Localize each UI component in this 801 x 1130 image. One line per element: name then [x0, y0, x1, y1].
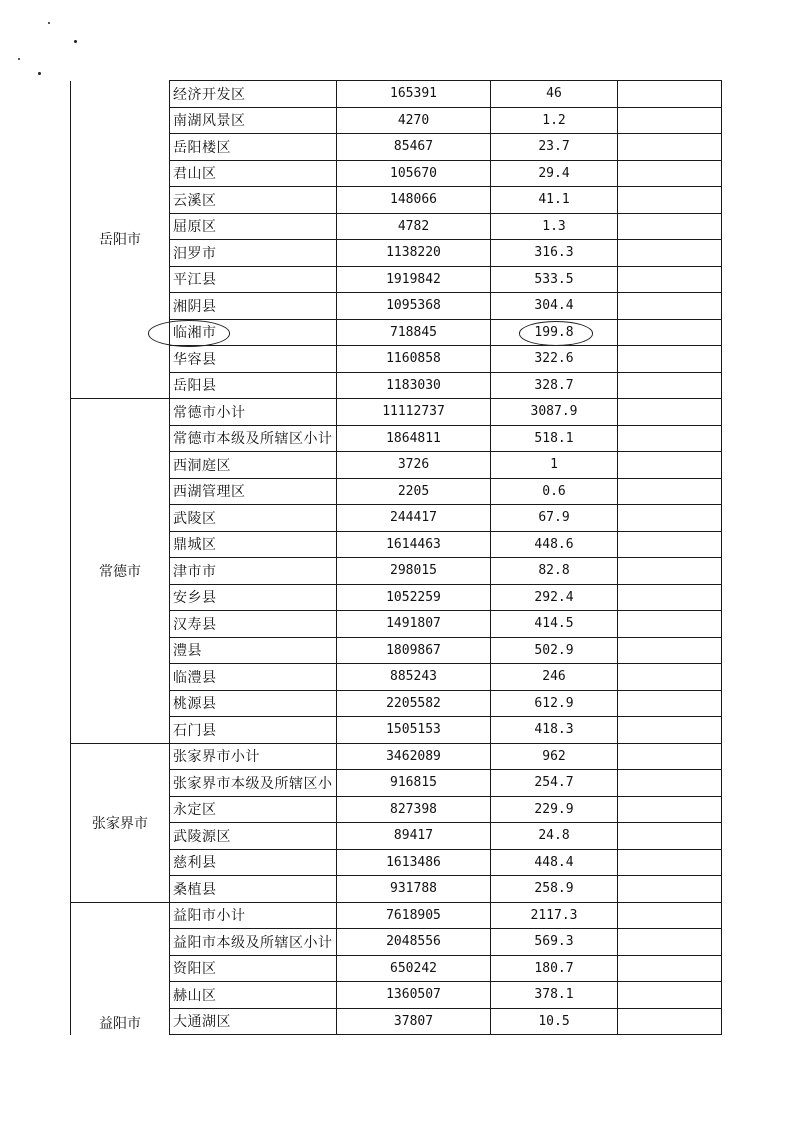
empty-cell — [618, 425, 722, 452]
area-name-cell: 大通湖区 — [170, 1008, 337, 1035]
area-name-cell: 慈利县 — [170, 849, 337, 876]
area-name-cell: 桃源县 — [170, 690, 337, 717]
area-name-cell: 石门县 — [170, 717, 337, 744]
area-name-cell: 屈原区 — [170, 213, 337, 240]
value-cell: 246 — [491, 664, 618, 691]
population-cell: 650242 — [337, 955, 491, 982]
area-name-cell: 武陵区 — [170, 505, 337, 532]
scan-speck — [48, 22, 50, 24]
value-cell: 414.5 — [491, 611, 618, 638]
population-cell: 2048556 — [337, 929, 491, 956]
population-cell: 1160858 — [337, 346, 491, 373]
population-cell: 1505153 — [337, 717, 491, 744]
area-name-cell: 平江县 — [170, 266, 337, 293]
table-row — [71, 399, 722, 426]
population-cell: 4270 — [337, 107, 491, 134]
population-cell: 105670 — [337, 160, 491, 187]
empty-cell — [618, 1008, 722, 1035]
value-cell: 533.5 — [491, 266, 618, 293]
area-name-cell: 澧县 — [170, 637, 337, 664]
empty-cell — [618, 849, 722, 876]
value-cell: 258.9 — [491, 876, 618, 903]
area-name-cell: 安乡县 — [170, 584, 337, 611]
population-cell: 89417 — [337, 823, 491, 850]
empty-cell — [618, 929, 722, 956]
scan-speck — [74, 40, 77, 43]
empty-cell — [618, 187, 722, 214]
city-cell: 岳阳市 — [71, 81, 170, 399]
population-cell: 1360507 — [337, 982, 491, 1009]
area-name-cell: 岳阳县 — [170, 372, 337, 399]
empty-cell — [618, 399, 722, 426]
value-cell: 448.6 — [491, 531, 618, 558]
empty-cell — [618, 584, 722, 611]
population-cell: 931788 — [337, 876, 491, 903]
empty-cell — [618, 266, 722, 293]
population-cell: 1613486 — [337, 849, 491, 876]
population-table-body — [71, 81, 722, 1035]
value-cell: 304.4 — [491, 293, 618, 320]
table-row — [71, 902, 722, 929]
area-name-cell: 武陵源区 — [170, 823, 337, 850]
empty-cell — [618, 319, 722, 346]
value-cell: 82.8 — [491, 558, 618, 585]
empty-cell — [618, 876, 722, 903]
scan-speck — [18, 58, 20, 60]
empty-cell — [618, 955, 722, 982]
population-cell: 1614463 — [337, 531, 491, 558]
population-cell: 244417 — [337, 505, 491, 532]
value-cell: 502.9 — [491, 637, 618, 664]
value-cell: 3087.9 — [491, 399, 618, 426]
empty-cell — [618, 611, 722, 638]
empty-cell — [618, 770, 722, 797]
value-cell: 41.1 — [491, 187, 618, 214]
value-cell: 518.1 — [491, 425, 618, 452]
population-cell: 1138220 — [337, 240, 491, 267]
value-cell: 612.9 — [491, 690, 618, 717]
value-cell: 229.9 — [491, 796, 618, 823]
population-cell: 1183030 — [337, 372, 491, 399]
area-name-cell: 永定区 — [170, 796, 337, 823]
value-cell: 23.7 — [491, 134, 618, 161]
value-cell: 254.7 — [491, 770, 618, 797]
area-name-cell: 常德市小计 — [170, 399, 337, 426]
value-cell: 322.6 — [491, 346, 618, 373]
value-cell: 1.3 — [491, 213, 618, 240]
population-cell: 718845 — [337, 319, 491, 346]
population-cell: 148066 — [337, 187, 491, 214]
area-name-cell: 张家界市小计 — [170, 743, 337, 770]
area-name-cell: 鼎城区 — [170, 531, 337, 558]
value-cell: 292.4 — [491, 584, 618, 611]
population-cell: 885243 — [337, 664, 491, 691]
population-cell: 1864811 — [337, 425, 491, 452]
empty-cell — [618, 558, 722, 585]
area-name-cell: 益阳市本级及所辖区小计 — [170, 929, 337, 956]
population-cell: 827398 — [337, 796, 491, 823]
area-name-cell: 西洞庭区 — [170, 452, 337, 479]
value-cell: 180.7 — [491, 955, 618, 982]
empty-cell — [618, 107, 722, 134]
city-cell: 张家界市 — [71, 743, 170, 902]
empty-cell — [618, 160, 722, 187]
city-cell: 益阳市 — [71, 902, 170, 1035]
empty-cell — [618, 240, 722, 267]
empty-cell — [618, 664, 722, 691]
area-name-cell: 岳阳楼区 — [170, 134, 337, 161]
value-cell: 29.4 — [491, 160, 618, 187]
empty-cell — [618, 982, 722, 1009]
empty-cell — [618, 372, 722, 399]
value-cell: 418.3 — [491, 717, 618, 744]
empty-cell — [618, 796, 722, 823]
empty-cell — [618, 637, 722, 664]
population-cell: 1809867 — [337, 637, 491, 664]
empty-cell — [618, 505, 722, 532]
population-cell: 2205582 — [337, 690, 491, 717]
area-name-cell: 益阳市小计 — [170, 902, 337, 929]
table-row — [71, 81, 722, 108]
empty-cell — [618, 346, 722, 373]
value-cell: 1.2 — [491, 107, 618, 134]
value-cell: 1 — [491, 452, 618, 479]
table-row — [71, 743, 722, 770]
area-name-cell: 桑植县 — [170, 876, 337, 903]
empty-cell — [618, 902, 722, 929]
population-cell: 165391 — [337, 81, 491, 108]
area-name-cell: 临澧县 — [170, 664, 337, 691]
population-cell: 2205 — [337, 478, 491, 505]
area-name-cell: 临湘市 — [170, 319, 337, 346]
population-cell: 1919842 — [337, 266, 491, 293]
area-name-cell: 君山区 — [170, 160, 337, 187]
value-cell: 448.4 — [491, 849, 618, 876]
empty-cell — [618, 452, 722, 479]
value-cell: 378.1 — [491, 982, 618, 1009]
value-cell: 569.3 — [491, 929, 618, 956]
value-cell: 0.6 — [491, 478, 618, 505]
value-cell: 316.3 — [491, 240, 618, 267]
population-cell: 1052259 — [337, 584, 491, 611]
area-name-cell: 资阳区 — [170, 955, 337, 982]
area-name-cell: 华容县 — [170, 346, 337, 373]
area-name-cell: 津市市 — [170, 558, 337, 585]
population-cell: 1491807 — [337, 611, 491, 638]
population-table — [70, 80, 722, 1035]
empty-cell — [618, 690, 722, 717]
value-cell: 2117.3 — [491, 902, 618, 929]
value-cell: 67.9 — [491, 505, 618, 532]
value-cell: 10.5 — [491, 1008, 618, 1035]
population-cell: 1095368 — [337, 293, 491, 320]
value-cell: 328.7 — [491, 372, 618, 399]
area-name-cell: 湘阴县 — [170, 293, 337, 320]
empty-cell — [618, 717, 722, 744]
empty-cell — [618, 478, 722, 505]
area-name-cell: 汉寿县 — [170, 611, 337, 638]
empty-cell — [618, 293, 722, 320]
population-cell: 7618905 — [337, 902, 491, 929]
population-cell: 85467 — [337, 134, 491, 161]
area-name-cell: 西湖管理区 — [170, 478, 337, 505]
population-cell: 3462089 — [337, 743, 491, 770]
population-cell: 916815 — [337, 770, 491, 797]
area-name-cell: 赫山区 — [170, 982, 337, 1009]
empty-cell — [618, 134, 722, 161]
value-cell: 24.8 — [491, 823, 618, 850]
city-cell: 常德市 — [71, 399, 170, 744]
area-name-cell: 南湖风景区 — [170, 107, 337, 134]
population-cell: 11112737 — [337, 399, 491, 426]
value-cell: 199.8 — [491, 319, 618, 346]
empty-cell — [618, 213, 722, 240]
empty-cell — [618, 531, 722, 558]
empty-cell — [618, 81, 722, 108]
population-cell: 3726 — [337, 452, 491, 479]
population-cell: 4782 — [337, 213, 491, 240]
area-name-cell: 常德市本级及所辖区小计 — [170, 425, 337, 452]
area-name-cell: 汨罗市 — [170, 240, 337, 267]
value-cell: 962 — [491, 743, 618, 770]
area-name-cell: 云溪区 — [170, 187, 337, 214]
empty-cell — [618, 743, 722, 770]
value-cell: 46 — [491, 81, 618, 108]
scan-speck — [38, 72, 41, 75]
area-name-cell: 张家界市本级及所辖区小 — [170, 770, 337, 797]
population-cell: 37807 — [337, 1008, 491, 1035]
empty-cell — [618, 823, 722, 850]
area-name-cell: 经济开发区 — [170, 81, 337, 108]
population-cell: 298015 — [337, 558, 491, 585]
